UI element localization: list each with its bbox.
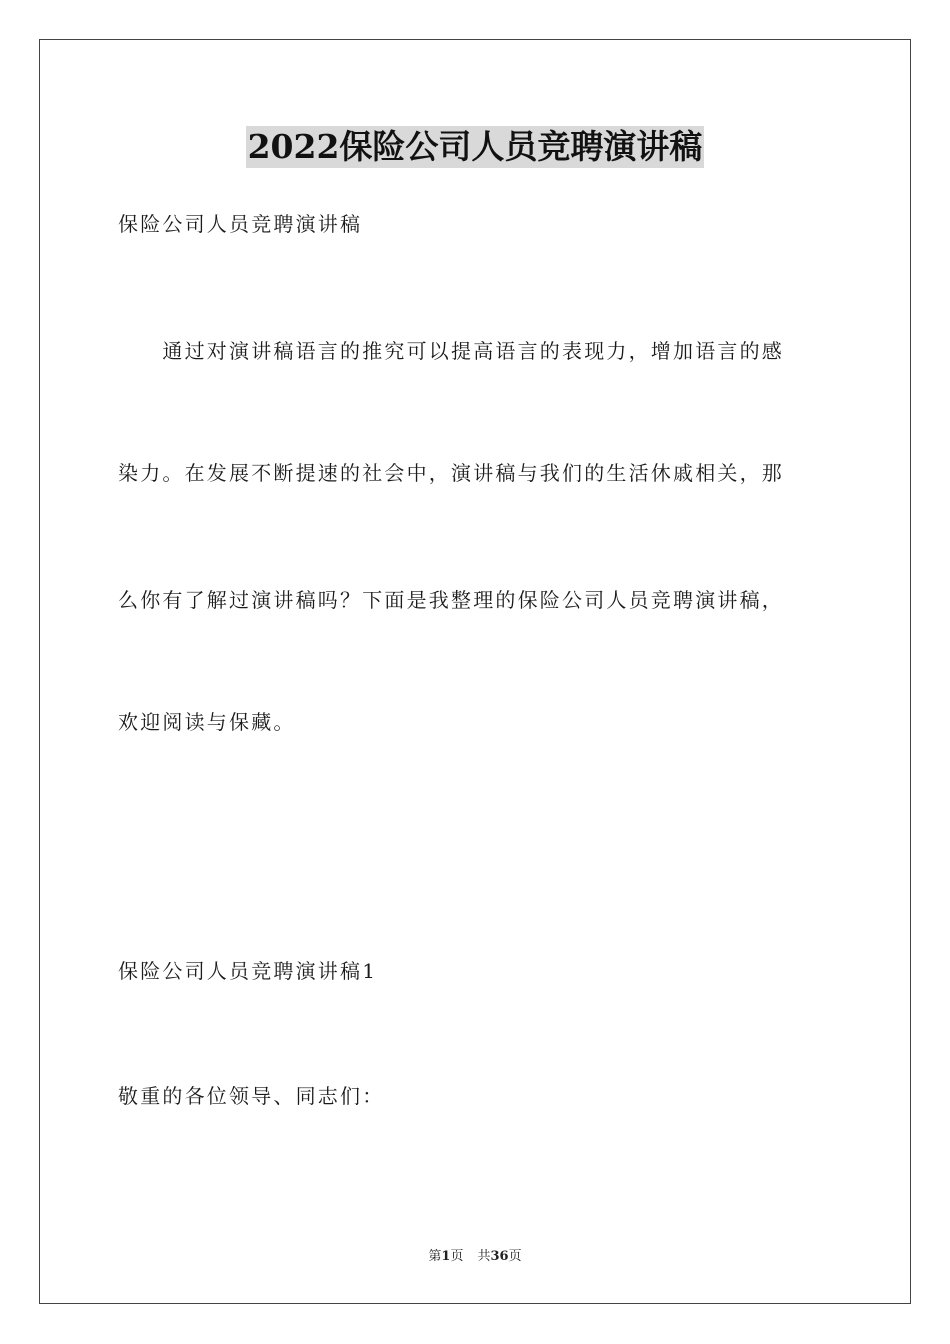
footer-total-suffix: 页 <box>508 1249 522 1264</box>
footer-page-suffix: 页 <box>450 1249 464 1264</box>
document-subtitle: 保险公司人员竞聘演讲稿 <box>118 212 363 236</box>
intro-line-1: 通过对演讲稿语言的推究可以提高语言的表现力，增加语言的感 <box>118 339 784 363</box>
intro-line-3: 么你有了解过演讲稿吗？下面是我整理的保险公司人员竞聘演讲稿， <box>118 588 784 612</box>
intro-line-2: 染力。在发展不断提速的社会中，演讲稿与我们的生活休戚相关，那 <box>118 461 784 485</box>
document-title <box>0 126 950 168</box>
footer-total-prefix: 共 <box>477 1249 491 1264</box>
footer-page-number: 1 <box>441 1249 451 1264</box>
footer-page-prefix: 第 <box>428 1249 442 1264</box>
intro-line-4: 欢迎阅读与保藏。 <box>118 710 296 734</box>
footer-total-pages: 36 <box>490 1249 509 1264</box>
salutation: 敬重的各位领导、同志们： <box>118 1084 385 1108</box>
document-title-text: 2022保险公司人员竞聘演讲稿 <box>247 127 703 166</box>
page-footer <box>0 1245 950 1264</box>
section-heading: 保险公司人员竞聘演讲稿1 <box>118 959 378 983</box>
